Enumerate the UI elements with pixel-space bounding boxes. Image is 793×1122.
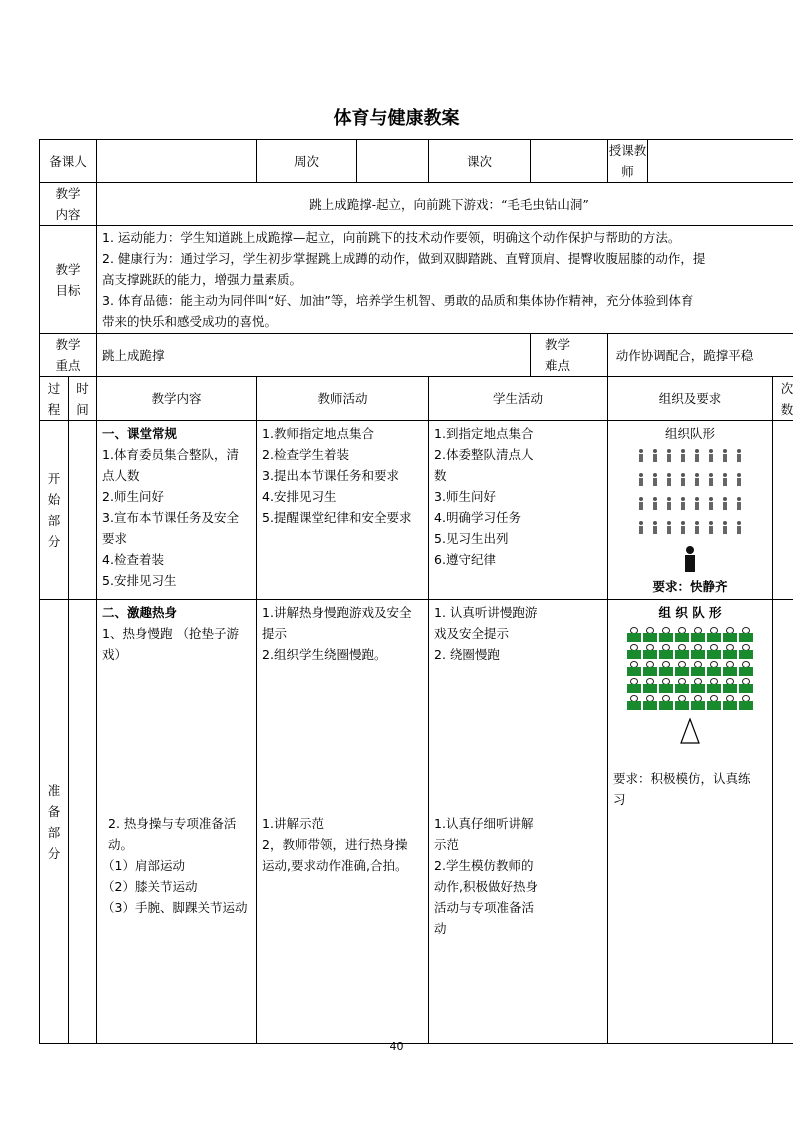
- prep-phase-label: 准 备 部 分: [40, 600, 69, 1044]
- start-count: [773, 421, 793, 600]
- lesson-topic: 跳上成跪撑-起立，向前跳下游戏：“毛毛虫钻山洞”: [97, 183, 793, 226]
- person-icon: [679, 521, 687, 534]
- start-section-row: [40, 421, 793, 600]
- person-icon: [637, 521, 645, 534]
- student-green-icon: [691, 678, 705, 693]
- goals-row: [40, 226, 793, 334]
- person-icon: [721, 497, 729, 510]
- person-icon: [735, 521, 743, 534]
- student-green-icon: [707, 644, 721, 659]
- lesson-label: 课次: [429, 140, 531, 183]
- start-formation: [613, 444, 767, 540]
- col-student: 学生活动: [429, 377, 608, 421]
- teacher-value: [648, 140, 793, 183]
- student-green-icon: [675, 695, 689, 710]
- student-green-icon: [691, 695, 705, 710]
- prep-org-requirement-2: 习: [613, 792, 626, 807]
- person-icon: [651, 521, 659, 534]
- key-point-label: 教学 重点: [40, 334, 97, 377]
- person-icon: [637, 497, 645, 510]
- person-icon: [651, 449, 659, 462]
- content-label: 教学 内容: [40, 183, 97, 226]
- prep-organization: [608, 600, 773, 1044]
- start-org-requirement: 要求：快静齐: [652, 579, 728, 594]
- person-icon: [665, 497, 673, 510]
- person-icon: [665, 473, 673, 486]
- col-time: 时 间: [69, 377, 97, 421]
- col-count: 次 数: [773, 377, 793, 421]
- col-process: 过 程: [40, 377, 69, 421]
- teacher-label: 授课教师: [608, 140, 648, 183]
- student-green-icon: [707, 695, 721, 710]
- triangle-teacher-icon: [613, 718, 767, 750]
- student-green-icon: [723, 678, 737, 693]
- person-icon: [735, 473, 743, 486]
- student-green-icon: [675, 627, 689, 642]
- student-green-icon: [707, 661, 721, 676]
- column-header-row: [40, 377, 793, 421]
- goal-2a: 2. 健康行为：通过学习，学生初步掌握跳上成蹲的动作，做到双脚踏跳、直臂顶肩、提臀收腹屈膝的动作，提: [102, 251, 706, 266]
- student-green-icon: [739, 695, 753, 710]
- prep-count: [773, 600, 793, 1044]
- student-green-icon: [643, 644, 657, 659]
- start-student-activity: 1.到指定地点集合 2.体委整队清点人 数 3.师生问好 4.明确学习任务 5.见习生出列 6.遵守纪律: [429, 421, 608, 600]
- person-icon: [651, 497, 659, 510]
- student-green-icon: [723, 695, 737, 710]
- goal-3a: 3. 体育品德：能主动为同伴叫“好、加油”等，培养学生机智、勇敢的品质和集体协作精神，充分体验到体育: [102, 293, 694, 308]
- goal-2b: 高支撑跳跃的能力，增强力量素质。: [102, 272, 303, 287]
- person-icon: [721, 521, 729, 534]
- person-icon: [679, 449, 687, 462]
- person-icon: [707, 473, 715, 486]
- preparer-label: 备课人: [40, 140, 97, 183]
- difficulty-value: 动作协调配合，跪撑平稳: [608, 334, 793, 377]
- difficulty-label: 教学 难点: [531, 334, 608, 377]
- teacher-icon: [683, 546, 697, 572]
- student-green-icon: [739, 644, 753, 659]
- person-icon: [707, 497, 715, 510]
- content-row: [40, 183, 793, 226]
- start-organization: [608, 421, 773, 600]
- student-green-icon: [723, 661, 737, 676]
- prep-content: 二、激趣热身 1、热身慢跑 （抢垫子游 戏） 2. 热身操与专项准备活 动。 （1）肩部运动 （2）膝关节运动 （3）手腕、脚踝关节运动: [97, 600, 257, 1044]
- person-icon: [679, 497, 687, 510]
- focus-row: [40, 334, 793, 377]
- prep-org-title: 组 织 队 形: [658, 605, 722, 620]
- student-green-icon: [643, 695, 657, 710]
- person-icon: [721, 449, 729, 462]
- student-green-icon: [691, 661, 705, 676]
- start-teacher-activity: 1.教师指定地点集合 2.检查学生着装 3.提出本节课任务和要求 4.安排见习生 5.提醒课堂纪律和安全要求: [257, 421, 429, 600]
- student-green-icon: [739, 678, 753, 693]
- student-green-icon: [627, 644, 641, 659]
- header-row: [40, 140, 793, 183]
- start-phase-label: 开 始 部 分: [40, 421, 69, 600]
- prep-teacher-activity: 1.讲解热身慢跑游戏及安全 提示 2.组织学生绕圈慢跑。 1.讲解示范 2，教师带领，进行热身操 运动,要求动作准确,合拍。: [257, 600, 429, 1044]
- goal-1: 1. 运动能力：学生知道跳上成跪撑—起立，向前跳下的技术动作要领，明确这个动作保护与帮助的方法。: [102, 230, 681, 245]
- person-icon: [735, 497, 743, 510]
- person-icon: [637, 449, 645, 462]
- student-green-icon: [627, 678, 641, 693]
- student-green-icon: [675, 661, 689, 676]
- student-green-icon: [627, 661, 641, 676]
- col-organization: 组织及要求: [608, 377, 773, 421]
- person-icon: [721, 473, 729, 486]
- student-green-icon: [659, 678, 673, 693]
- person-icon: [665, 521, 673, 534]
- student-green-icon: [675, 644, 689, 659]
- student-green-icon: [707, 627, 721, 642]
- goals-text: [97, 226, 793, 334]
- student-green-icon: [659, 661, 673, 676]
- person-icon: [735, 449, 743, 462]
- key-point-value: 跳上成跪撑: [97, 334, 531, 377]
- page-number: 40: [389, 1040, 404, 1053]
- person-icon: [707, 521, 715, 534]
- person-icon: [693, 473, 701, 486]
- lesson-plan-table: [39, 139, 793, 1044]
- prep-formation: [613, 627, 767, 710]
- person-icon: [637, 473, 645, 486]
- col-teacher: 教师活动: [257, 377, 429, 421]
- student-green-icon: [643, 661, 657, 676]
- student-green-icon: [675, 678, 689, 693]
- prep-org-requirement-1: 要求：积极模仿，认真练: [613, 771, 751, 786]
- week-value: [357, 140, 429, 183]
- student-green-icon: [707, 678, 721, 693]
- student-green-icon: [723, 627, 737, 642]
- student-green-icon: [643, 627, 657, 642]
- student-green-icon: [739, 661, 753, 676]
- student-green-icon: [723, 644, 737, 659]
- person-icon: [693, 497, 701, 510]
- student-green-icon: [659, 627, 673, 642]
- person-icon: [693, 449, 701, 462]
- prep-section-row: [40, 600, 793, 1044]
- start-time: [69, 421, 97, 600]
- person-icon: [707, 449, 715, 462]
- student-green-icon: [659, 644, 673, 659]
- start-org-title: 组织队形: [665, 426, 716, 441]
- start-content: 一、课堂常规 1.体育委员集合整队，清 点人数 2.师生问好 3.宣布本节课任务及安全 要求 4.检查着装 5.安排见习生: [97, 421, 257, 600]
- page-title: 体育与健康教案: [333, 108, 460, 129]
- person-icon: [679, 473, 687, 486]
- student-green-icon: [643, 678, 657, 693]
- goals-label: 教学 目标: [40, 226, 97, 334]
- goal-3b: 带来的快乐和感受成功的喜悦。: [102, 314, 278, 329]
- person-icon: [665, 449, 673, 462]
- student-green-icon: [739, 627, 753, 642]
- person-icon: [651, 473, 659, 486]
- preparer-value: [97, 140, 257, 183]
- person-icon: [693, 521, 701, 534]
- student-green-icon: [659, 695, 673, 710]
- student-green-icon: [691, 627, 705, 642]
- student-green-icon: [691, 644, 705, 659]
- student-green-icon: [627, 695, 641, 710]
- week-label: 周次: [257, 140, 357, 183]
- student-green-icon: [627, 627, 641, 642]
- prep-student-activity: 1. 认真听讲慢跑游 戏及安全提示 2. 绕圈慢跑 1.认真仔细听讲解 示范 2.学生模仿教师的 动作,积极做好热身 活动与专项准备活 动: [429, 600, 608, 1044]
- lesson-value: [531, 140, 608, 183]
- prep-time: [69, 600, 97, 1044]
- col-content: 教学内容: [97, 377, 257, 421]
